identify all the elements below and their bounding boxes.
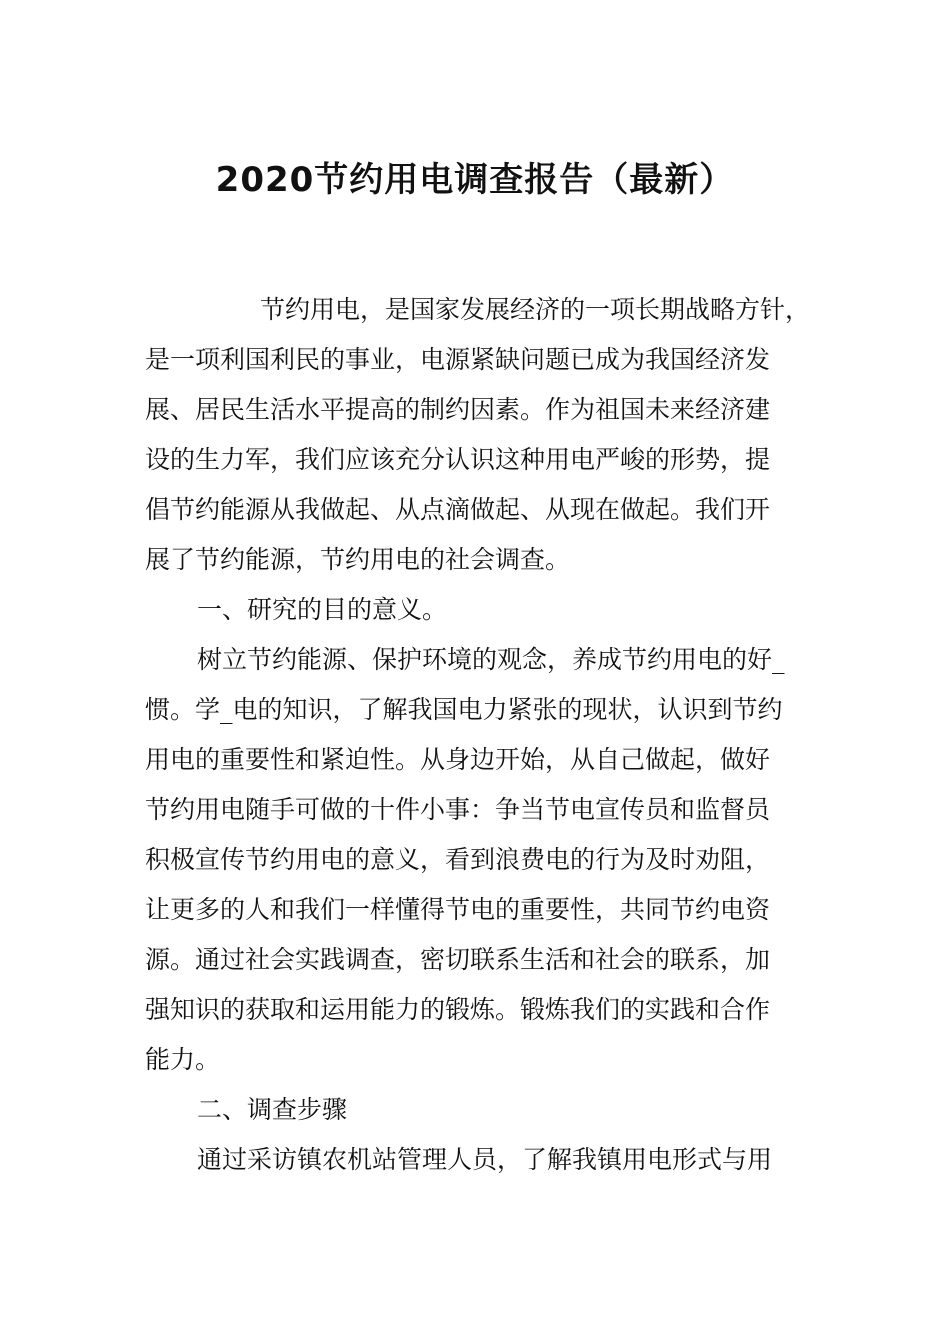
paragraph-line: 让更多的人和我们一样懂得节电的重要性，共同节约电资 (145, 895, 771, 924)
paragraph-line: 设的生力军，我们应该充分认识这种用电严峻的形势，提 (145, 445, 771, 474)
paragraph-line: 树立节约能源、保护环境的观念，养成节约用电的好_ (197, 645, 785, 674)
section-heading: 二、调查步骤 (197, 1095, 348, 1124)
paragraph-line: 积极宣传节约用电的意义，看到浪费电的行为及时劝阻， (145, 845, 771, 874)
paragraph-line: 展了节约能源，节约用电的社会调查。 (145, 545, 571, 574)
paragraph-line: 强知识的获取和运用能力的锻炼。锻炼我们的实践和合作 (145, 995, 771, 1024)
paragraph-line: 是一项利国利民的事业，电源紧缺问题已成为我国经济发 (145, 345, 771, 374)
paragraph-line: 倡节约能源从我做起、从点滴做起、从现在做起。我们开 (145, 495, 771, 524)
paragraph-line: 用电的重要性和紧迫性。从身边开始，从自己做起，做好 (145, 745, 771, 774)
section-heading: 一、研究的目的意义。 (197, 595, 448, 624)
paragraph-line: 惯。学_电的知识，了解我国电力紧张的现状，认识到节约 (145, 695, 783, 724)
paragraph-line: 源。通过社会实践调查，密切联系生活和社会的联系，加 (145, 945, 771, 974)
paragraph-line: 展、居民生活水平提高的制约因素。作为祖国未来经济建 (145, 395, 771, 424)
paragraph-line: 能力。 (145, 1045, 221, 1074)
paragraph-line: 通过采访镇农机站管理人员，了解我镇用电形式与用 (197, 1145, 773, 1174)
paragraph-line: 节约用电随手可做的十件小事：争当节电宣传员和监督员 (145, 795, 771, 824)
paragraph-line: 节约用电，是国家发展经济的一项长期战略方针， (260, 295, 811, 324)
page-title: 2020节约用电调查报告（最新） (215, 160, 735, 200)
